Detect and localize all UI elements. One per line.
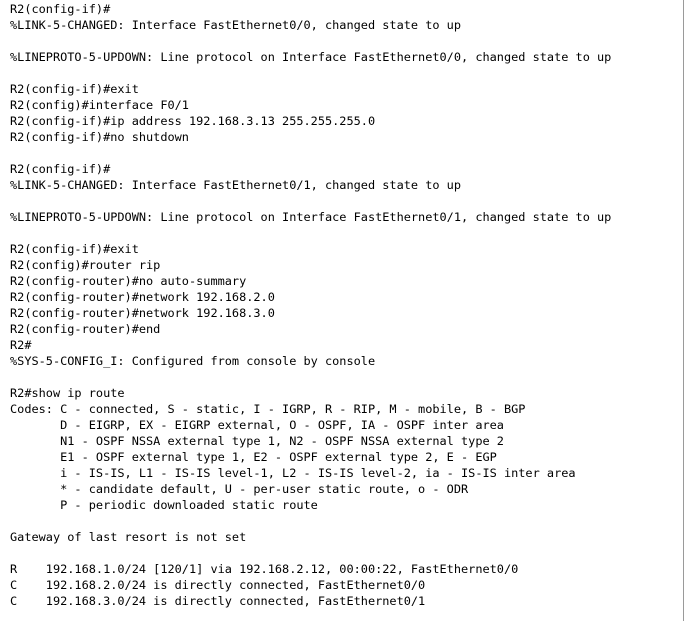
terminal-line — [10, 545, 611, 561]
terminal-output — [10, 1, 611, 609]
terminal-line — [10, 369, 611, 385]
terminal-line: R2# — [10, 338, 32, 352]
terminal-line: R2(config-if)#exit — [10, 242, 139, 256]
terminal-line — [10, 225, 611, 241]
terminal-line: %LINK-5-CHANGED: Interface FastEthernet0/1, changed state to up — [10, 178, 462, 192]
terminal-line — [10, 145, 611, 161]
terminal-line: R2(config-router)#no auto-summary — [10, 274, 247, 288]
terminal-line: %LINEPROTO-5-UPDOWN: Line protocol on Interface FastEthernet0/0, changed state to up — [10, 50, 612, 64]
terminal-line: R2(config-router)#network 192.168.2.0 — [10, 290, 275, 304]
terminal-line — [10, 33, 611, 49]
terminal-line: R2(config-if)#ip address 192.168.3.13 255.255.255.0 — [10, 114, 376, 128]
terminal-line: %LINEPROTO-5-UPDOWN: Line protocol on Interface FastEthernet0/1, changed state to up — [10, 210, 612, 224]
terminal-line: R2(config)#router rip — [10, 258, 161, 272]
terminal-line: C 192.168.2.0/24 is directly connected, FastEthernet0/0 — [10, 578, 426, 592]
terminal-line: R2(config-if)#no shutdown — [10, 130, 189, 144]
terminal-line: D - EIGRP, EX - EIGRP external, O - OSPF, IA - OSPF inter area — [10, 418, 504, 432]
terminal-line — [10, 65, 611, 81]
terminal-line: i - IS-IS, L1 - IS-IS level-1, L2 - IS-IS level-2, ia - IS-IS inter area — [10, 466, 576, 480]
terminal-line: P - periodic downloaded static route — [10, 498, 318, 512]
terminal-line: E1 - OSPF external type 1, E2 - OSPF external type 2, E - EGP — [10, 450, 497, 464]
terminal-line: R2(config-if)# — [10, 162, 111, 176]
terminal-line: %SYS-5-CONFIG_I: Configured from console by console — [10, 354, 376, 368]
terminal-line: Gateway of last resort is not set — [10, 530, 247, 544]
terminal-line: R2(config-if)#exit — [10, 82, 139, 96]
terminal-line: C 192.168.3.0/24 is directly connected, FastEthernet0/1 — [10, 594, 426, 608]
terminal-line: R2(config-router)#end — [10, 322, 161, 336]
terminal-line: Codes: C - connected, S - static, I - IGRP, R - RIP, M - mobile, B - BGP — [10, 402, 526, 416]
terminal-line: * - candidate default, U - per-user static route, o - ODR — [10, 482, 469, 496]
terminal-line — [10, 193, 611, 209]
terminal-line — [10, 513, 611, 529]
terminal-line: R2(config-if)# — [10, 2, 111, 16]
terminal-line: %LINK-5-CHANGED: Interface FastEthernet0/0, changed state to up — [10, 18, 462, 32]
terminal-line: R2#show ip route — [10, 386, 125, 400]
terminal-line: R 192.168.1.0/24 [120/1] via 192.168.2.12, 00:00:22, FastEthernet0/0 — [10, 562, 519, 576]
terminal-line: R2(config-router)#network 192.168.3.0 — [10, 306, 275, 320]
terminal-line: R2(config)#interface F0/1 — [10, 98, 189, 112]
terminal-line: N1 - OSPF NSSA external type 1, N2 - OSPF NSSA external type 2 — [10, 434, 504, 448]
